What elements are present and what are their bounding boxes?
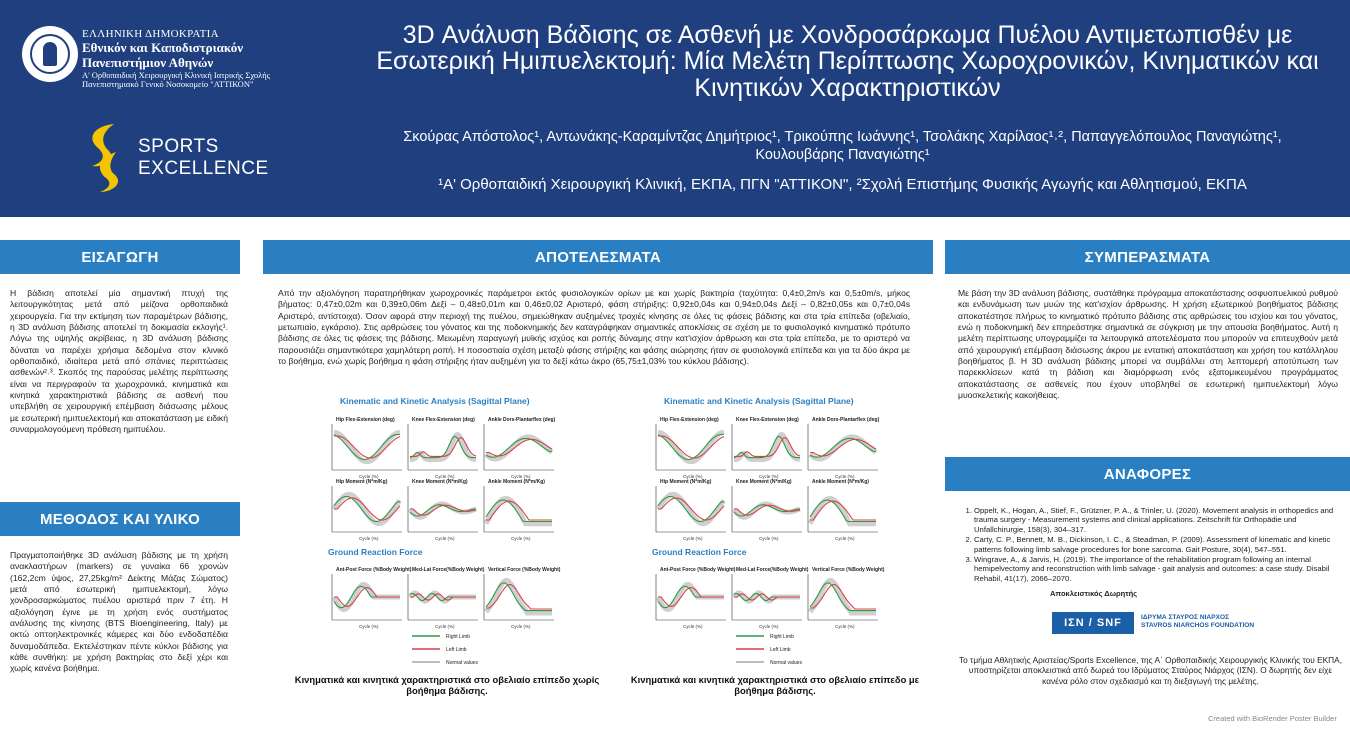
- conclusions-heading: ΣΥΜΠΕΡΑΣΜΑΤΑ: [945, 240, 1350, 274]
- svg-text:Hip Flex-Extension (deg): Hip Flex-Extension (deg): [660, 417, 719, 423]
- conclusions-text: Με βάση την 3D ανάλυση βάδισης, συστάθηκε πρόγραμμα αποκατάστασης οσφυοπυελικού ρυθμού και ενδυνάμωση των μυών της κατ'ισχίον άρθρωσης. Η χρήση εξωτερικού βοηθήματος βάδισης αποκατέστησε πλήρως το κινηματικό πρότυπο βάδισης στις αρθρώσεις του ισχίου και του γόνατος, ενώ η ποδοκνημική δεν επηρεάστηκε σημαντικά σε σύγκριση με την απουσία βοηθήματος. Αυτή η μελέτη περίπτωσης υπογραμμίζει τα λειτουργικά αποτελέσματα που μπορούν να επιτευχθούν μετά από χειρουργική επέμβαση διάσωσης άκρου με εντατική αποκατάσταση και χρήση του κατάλληλου βοηθήματος β. Η 3D ανάλυση βάδισης μπορεί να συμβάλλει στη λεπτομερή αποτύπωση των παρεκκλίσεων κατά τη βάδιση και διαμόρφωση ενός εξατομικευμένου προγράμματος αποκατάστασης σε ασθενείς που έχουν υποβληθεί σε εσωτερική ημιπυελεκτομή λόγω μυοσκελετικής κακοήθειας.: [958, 288, 1338, 401]
- svg-text:Cycle (%): Cycle (%): [683, 474, 703, 479]
- svg-text:Vertical Force (%Body Weight): Vertical Force (%Body Weight): [488, 567, 561, 573]
- svg-text:Knee Flex-Extension (deg): Knee Flex-Extension (deg): [736, 417, 799, 423]
- svg-text:Cycle (%): Cycle (%): [835, 624, 855, 629]
- legend-item: [736, 660, 802, 666]
- svg-text:Ant-Post Force (%Body Weight): Ant-Post Force (%Body Weight): [336, 567, 412, 573]
- panel-title: Kinematic and Kinetic Analysis (Sagittal Plane): [340, 396, 530, 406]
- svg-text:Cycle (%): Cycle (%): [435, 536, 455, 541]
- gait-subplot: [484, 479, 554, 541]
- snf-logo: ΙΣΝ / SNF: [1052, 612, 1134, 634]
- reference-item: 1. Oppelt, K., Hogan, A., Stief, F., Grützner, P. A., & Trinler, U. (2020). Movement analysis in orthopedics and trauma surgery - Measurement systems and clinical applications. Zeitschrift für Orthopädie und Unfallchirurgie, 158(3), 304–317.: [974, 506, 1345, 534]
- intro-text: Η βάδιση αποτελεί μία σημαντική πτυχή της λειτουργικότητας μετά από μείζονα ορθοπαιδικά χειρουργεία. Για την εκτίμηση των παραμέτρων βάδισης, η 3D ανάλυση βάδισης αποτελεί τη δοκιμασία εκλογής¹. Λόγω της υψηλής ακρίβειας, η 3D ανάλυση βάδισης δύναται να παρέχει χρήσιμα δεδομένα στον κλινικό ορθοπαιδικό, ιδιαίτερα μετά από σπάνιες περιπτώσεις ασθενών²˒³. Σκοπός της παρούσας μελέτης περίπτωσης είναι να περιγραφούν τα χωροχρονικά, κινηματικά και κινητικά χαρακτηριστικά βάδισης σε ασθενή που υπεβλήθη σε χειρουργική επέμβαση διάσωσης μέλους με εσωτερική ημιπυελεκτομή και αποκατάσταση με ειδική συναρμολογούμενη πρόθεση ημιπυέλου.: [10, 288, 228, 435]
- footer-credit: Created with BioRender Poster Builder: [1208, 714, 1337, 723]
- university-name: [82, 28, 312, 90]
- grf-title: Ground Reaction Force: [652, 547, 747, 557]
- intro-heading: ΕΙΣΑΓΩΓΗ: [0, 240, 240, 274]
- svg-text:Knee Moment (N*m/Kg): Knee Moment (N*m/Kg): [412, 479, 468, 485]
- svg-text:Med-Lat Force(%Body Weight): Med-Lat Force(%Body Weight): [412, 567, 485, 573]
- svg-text:Left Limb: Left Limb: [446, 647, 467, 653]
- grf-title: Ground Reaction Force: [328, 547, 423, 557]
- university-line-3: Πανεπιστήμιον Αθηνών: [82, 54, 214, 70]
- university-line-5: Πανεπιστημιακό Γενικό Νοσοκομείο "ΑΤΤΙΚΟΝ": [82, 79, 254, 90]
- gait-subplot: [484, 567, 561, 629]
- gait-subplot: [408, 417, 478, 479]
- sponsor-label: Αποκλειστικός Δωρητής: [1050, 589, 1138, 598]
- svg-text:Ankle Moment (N*m/Kg): Ankle Moment (N*m/Kg): [812, 479, 869, 485]
- results-text: Από την αξιολόγηση παρατηρήθηκαν χωροχρονικές παράμετροι εκτός φυσιολογικών ορίων με και χωρίς βακτηρία (ταχύτητα: 0,4±0,2m/s και 0,5±0m/s, μήκος βήματος: 0,47±0,02m και 0,39±0,06m Δεξί – 0,48±0,01m και 0,46±0,02 Αριστερό, φάση στήριξης: 0,92±0,04s και 0,94±0,04s Δεξί – 0,82±0,05s και 0,7±0,04s Αριστερό, αντίστοιχα). Όσον αφορά στην περιοχή της πυέλου, σημειώθηκαν αυξημένες τροχιές κίνησης σε όλες τις φάσεις βάδισης και στα τρία επίπεδα (οβελιαίο, μετωπιαίο, εγκάρσιο). Στις αρθρώσεις του γόνατος και της ποδοκνημικής δεν καταγράφηκαν σημαντικές αποκλίσεις σε σχέση με το φυσιολογικό κινηματικό πρότυπο βάδισης σε όλες τις φάσεις της βάδισης. Μειωμένη παραγωγή μυϊκής ισχύος και ροπής δύναμης στην κατ'ισχίον άρθρωση και στα τρία επίπεδα, με το αριστερό να παρουσιάζει σημαντικότερα χαμηλότερη ροπή. Η ποσοστιαία σχέση μεταξύ φάσης στήριξης και φάσης αιώρησης ήταν σε φυσιολογικά επίπεδα και για τα δύο άκρα με το βοήθημα, ενώ χωρίς βοήθημα η φάση στήριξης ήταν αυξημένη για το δεξί κάτω άκρο (65,75±1,03% του κύκλου βάδισης).: [278, 288, 910, 367]
- svg-text:Hip Moment (N*m/Kg): Hip Moment (N*m/Kg): [660, 479, 712, 485]
- sports-excellence-logo-icon: [84, 118, 124, 196]
- svg-text:Cycle (%): Cycle (%): [435, 624, 455, 629]
- gait-subplot: [332, 567, 412, 629]
- panel-title: Kinematic and Kinetic Analysis (Sagittal Plane): [664, 396, 854, 406]
- svg-text:Ant-Post Force (%Body Weight): Ant-Post Force (%Body Weight): [660, 567, 736, 573]
- gait-subplot: [808, 479, 878, 541]
- reference-item: 3. Wingrave, A., & Jarvis, H. (2019). The importance of the rehabilitation program following an internal hemipelvectomy and reconstruction with limb salvage - gait analysis and outcomes: a case study. Disabil Rehabil, 41(17), 2066–2070.: [974, 555, 1345, 583]
- gait-subplot: [732, 567, 809, 629]
- svg-text:Hip Moment (N*m/Kg): Hip Moment (N*m/Kg): [336, 479, 388, 485]
- svg-text:Cycle (%): Cycle (%): [511, 624, 531, 629]
- svg-text:Cycle (%): Cycle (%): [511, 474, 531, 479]
- gait-subplot: [656, 417, 726, 479]
- gait-subplot: [332, 417, 402, 479]
- svg-text:Cycle (%): Cycle (%): [359, 474, 379, 479]
- results-heading: ΑΠΟΤΕΛΕΣΜΑΤΑ: [263, 240, 933, 274]
- svg-text:Cycle (%): Cycle (%): [359, 536, 379, 541]
- gait-subplot: [656, 567, 736, 629]
- svg-text:Med-Lat Force(%Body Weight): Med-Lat Force(%Body Weight): [736, 567, 809, 573]
- svg-text:Cycle (%): Cycle (%): [683, 624, 703, 629]
- gait-subplot: [808, 567, 885, 629]
- affiliations: ¹Α' Ορθοπαιδική Χειρουργική Κλινική, ΕΚΠΑ, ΠΓΝ "ΑΤΤΙΚΟΝ", ²Σχολή Επιστήμης Φυσικής Αγωγής και Αθλητισμού, ΕΚΠΑ: [438, 176, 1247, 193]
- svg-text:Cycle (%): Cycle (%): [835, 474, 855, 479]
- university-line-2: Εθνικόν και Καποδιστριακόν: [82, 39, 244, 55]
- svg-text:Cycle (%): Cycle (%): [511, 536, 531, 541]
- svg-text:Normal values: Normal values: [446, 660, 478, 666]
- gait-subplot: [732, 479, 802, 541]
- svg-text:Ankle Moment (N*m/Kg): Ankle Moment (N*m/Kg): [488, 479, 545, 485]
- figure-caption-without-aid: Κινηματικά και κινητικά χαρακτηριστικά στο οβελιαίο επίπεδο χωρίς βοήθημα βάδισης.: [294, 674, 600, 696]
- reference-item: 2. Carty, C. P., Bennett, M. B., Dickinson, I. C., & Steadman, P. (2009). Assessment of kinematic and kinetic patterns following limb salvage procedures for bone sarcoma. Gait Posture, 30(4), 547–551.: [974, 535, 1345, 554]
- gait-subplot: [332, 479, 402, 541]
- svg-text:Cycle (%): Cycle (%): [759, 536, 779, 541]
- legend-item: [736, 647, 791, 653]
- snf-name: ΙΔΡΥΜΑ ΣΤΑΥΡΟΣ ΝΙΑΡΧΟΣ STAVROS NIARCHOS FOUNDATION: [1141, 614, 1255, 629]
- gait-subplot: [408, 567, 485, 629]
- poster-title: 3D Ανάλυση Βάδισης σε Ασθενή με Χονδροσάρκωμα Πυέλου Αντιμετωπισθέν με Εσωτερική Ημιπυελεκτομή: Μία Μελέτη Περίπτωσης Χωροχρονικών, Κινηματικών και Κινητικών Χαρακτηριστικών: [376, 21, 1319, 102]
- legend-item: [412, 634, 470, 640]
- poster-header: [0, 0, 1350, 217]
- references-heading: ΑΝΑΦΟΡΕΣ: [945, 457, 1350, 491]
- svg-text:Ankle Dors-Plantarflex (deg): Ankle Dors-Plantarflex (deg): [488, 417, 556, 423]
- authors: Σκούρας Απόστολος¹, Αντωνάκης-Καραμίντζας Δημήτριος¹, Τρικούπης Ιωάννης¹, Τσολάκης Χαρίλαος¹˒², Παπαγγελόπουλος Παναγιώτης¹, Κουλουβάρης Παναγιώτης¹: [403, 129, 1282, 164]
- svg-text:Cycle (%): Cycle (%): [359, 624, 379, 629]
- university-line-1: ΕΛΛΗΝΙΚΗ ΔΗΜΟΚΡΑΤΙΑ: [82, 28, 219, 40]
- acknowledgement-text: Το τμήμα Αθλητικής Αριστείας/Sports Excellence, της Α΄ Ορθοπαιδικής Χειρουργικής Κλινικής του ΕΚΠΑ, υποστηρίζεται αποκλειστικά από δωρεά του Ιδρύματος Σταύρος Νιάρχος (ΙΣΝ). Ο δωρητής δεν είχε κανένα ρόλο στον σχεδιασμό και τη διεξαγωγή της μελέτης.: [958, 655, 1343, 686]
- svg-text:Normal values: Normal values: [770, 660, 802, 666]
- gait-subplot: [656, 479, 726, 541]
- methods-heading: ΜΕΘΟΔΟΣ ΚΑΙ ΥΛΙΚΟ: [0, 502, 240, 536]
- figure-caption-with-aid: Κινηματικά και κινητικά χαρακτηριστικά στο οβελιαίο επίπεδο με βοήθημα βάδισης.: [630, 674, 920, 696]
- gait-subplot: [484, 417, 556, 479]
- svg-text:Hip Flex-Extension (deg): Hip Flex-Extension (deg): [336, 417, 395, 423]
- legend-item: [412, 647, 467, 653]
- svg-text:Cycle (%): Cycle (%): [759, 624, 779, 629]
- svg-text:Cycle (%): Cycle (%): [759, 474, 779, 479]
- gait-subplot: [408, 479, 478, 541]
- gait-subplot: [732, 417, 802, 479]
- references-list: [960, 506, 1345, 584]
- legend-item: [412, 660, 478, 666]
- svg-text:Cycle (%): Cycle (%): [435, 474, 455, 479]
- methods-text: Πραγματοποιήθηκε 3D ανάλυση βάδισης με τη χρήση ανακλαστήρων (markers) σε γυναίκα 66 χρονών (162,2cm ύψος, 27,25kg/m² Δείκτης Μάζας Σώματος) μετά από εσωτερική ημιπυελεκτομή, λόγω χονδροσαρκώματος πυέλου αριστερά πριν 7 έτη. Η αξιολόγηση έγινε με τη χρήση ενός συστήματος ανάλυσης της κίνησης (BTS Bioengineering, Italy) με οκτώ οπτοηλεκτρονικές κάμερες και δύο ενδοδαπέδια δυναμοδάπεδα. Εκτελέστηκαν πέντε κύκλοι βάδισης για κάθε συνθήκη: με χρήση βακτηρίας στο δεξί χέρι και χωρίς κανένα βοήθημα.: [10, 550, 228, 674]
- svg-text:Right Limb: Right Limb: [446, 634, 470, 640]
- gait-figure-without-aid: [328, 394, 598, 666]
- svg-text:Right Limb: Right Limb: [770, 634, 794, 640]
- gait-subplot: [808, 417, 880, 479]
- university-seal-logo: [22, 26, 78, 82]
- university-line-4: Α' Ορθοπαιδική Χειρουργική Κλινική Ιατρικής Σχολής: [82, 69, 271, 80]
- svg-text:Ankle Dors-Plantarflex (deg): Ankle Dors-Plantarflex (deg): [812, 417, 880, 423]
- svg-text:Vertical Force (%Body Weight): Vertical Force (%Body Weight): [812, 567, 885, 573]
- legend-item: [736, 634, 794, 640]
- svg-text:Cycle (%): Cycle (%): [835, 536, 855, 541]
- svg-text:Left Limb: Left Limb: [770, 647, 791, 653]
- sports-excellence-wordmark: SPORTS EXCELLENCE: [138, 136, 269, 179]
- svg-text:Cycle (%): Cycle (%): [683, 536, 703, 541]
- svg-text:Knee Moment (N*m/Kg): Knee Moment (N*m/Kg): [736, 479, 792, 485]
- gait-figure-with-aid: [652, 394, 922, 666]
- svg-text:Knee Flex-Extension (deg): Knee Flex-Extension (deg): [412, 417, 475, 423]
